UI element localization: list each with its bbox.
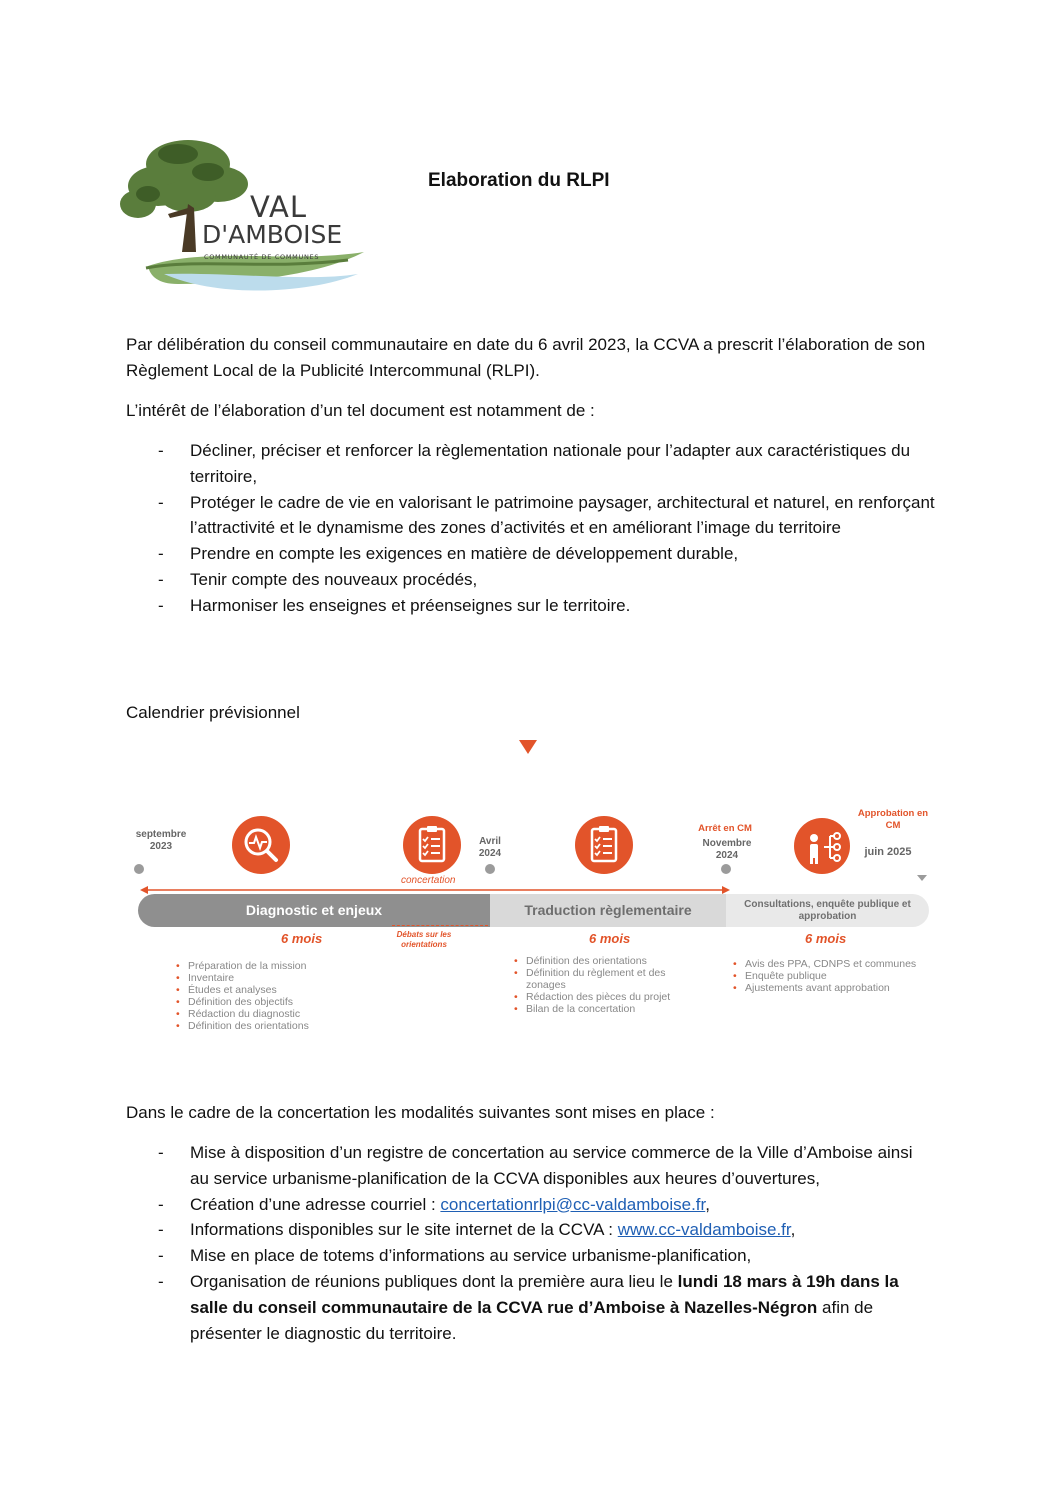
list-item: • Avis des PPA, CDNPS et communes [731, 958, 931, 970]
logo-text-val: VAL [250, 190, 307, 224]
list-item: • Définition des objectifs [174, 996, 344, 1008]
email-link[interactable]: concertationrlpi@cc-valdamboise.fr [440, 1194, 706, 1214]
checklist-icon [575, 816, 633, 874]
interest-intro: L’intérêt de l’élaboration d’un tel document est notamment de : [126, 401, 595, 420]
phase-traduction: Traduction règlementaire [490, 894, 726, 927]
meeting-details: lundi 18 mars à 19h dans la salle du conseil communautaire de la CCVA rue d’Amboise à Nazelles-Négron [190, 1271, 899, 1317]
tasks-phase-2 [512, 955, 706, 1015]
list-item: - Décliner, préciser et renforcer la règlementation nationale pour l’adapter aux caractéristiques du territoire, [158, 441, 911, 486]
checklist-icon [403, 816, 461, 874]
debats-label: Débats sur les orientations [396, 930, 452, 949]
duration-phase-3: 6 mois [805, 931, 847, 946]
list-item: - Organisation de réunions publiques dont la première aura lieu le lundi 18 mars à 19h dans la salle du conseil communautaire de la CCVA rue d’Amboise à Nazelles-Négron afin de présenter le diagnostic du territoire. [158, 1271, 899, 1343]
phase-diagnostic: Diagnostic et enjeux [138, 894, 490, 927]
list-item: - Mise à disposition d’un registre de concertation au service commerce de la Ville d’Amboise ainsi au service urbanisme-planification de la CCVA disponibles aux heures d’ouvertures, [158, 1143, 913, 1188]
date-april: Avril 2024 [478, 836, 502, 859]
organization-circle [794, 818, 850, 874]
list-item: • Définition des orientations [174, 1020, 344, 1032]
timeline-end-marker [917, 870, 927, 888]
list-item: • Ajustements avant approbation [731, 982, 931, 994]
logo-text-communaute: COMMUNAUTÉ DE COMMUNES [204, 253, 320, 261]
list-item: • Études et analyses [174, 984, 344, 996]
organization-icon [794, 818, 852, 876]
duration-phase-2: 6 mois [589, 931, 631, 946]
date-approbation: Approbation en CM [857, 808, 929, 831]
debats-bracket [392, 925, 488, 928]
intro-paragraph: Par délibération du conseil communautaire en date du 6 avril 2023, la CCVA a prescrit l’élaboration de son Règlement Local de la Publicité Intercommunal (RLPI). [126, 335, 926, 380]
date-start: septembre 2023 [135, 829, 187, 852]
concertation-label: concertation [401, 875, 456, 886]
tasks-phase-3 [731, 958, 931, 994]
concertation-intro: Dans le cadre de la concertation les modalités suivantes sont mises en place : [126, 1103, 715, 1122]
list-item: - Création d’une adresse courriel : concertationrlpi@cc-valdamboise.fr, [158, 1194, 710, 1214]
list-item: • Rédaction des pièces du projet [512, 991, 706, 1003]
diagnostic-circle [232, 816, 290, 874]
list-item: - Protéger le cadre de vie en valorisant le patrimoine paysager, architectural et naturel, en renforçant l’attractivité et le dynamisme des zones d’activités et en améliorant l’image du territoire [158, 492, 935, 538]
list-item: • Définition des orientations [512, 955, 706, 967]
timeline-dot-start [134, 864, 144, 874]
concertation-list [126, 1140, 936, 1346]
checklist-circle-2 [575, 816, 633, 874]
list-item: - Harmoniser les enseignes et préenseignes sur le territoire. [158, 595, 631, 615]
list-item: • Préparation de la mission [174, 960, 344, 972]
page-title: Elaboration du RLPI [428, 170, 610, 191]
timeline-dot-november [721, 864, 731, 874]
logo-text-damboise: D'AMBOISE [202, 220, 343, 249]
list-item: - Informations disponibles sur le site internet de la CCVA : www.cc-valdamboise.fr, [158, 1220, 796, 1240]
diagnostic-search-icon [232, 816, 290, 874]
phase-consultations: Consultations, enquête publique et approbation [726, 894, 929, 927]
list-item: • Inventaire [174, 972, 344, 984]
duration-phase-1: 6 mois [281, 931, 323, 946]
list-item: • Définition du règlement et des zonages [512, 967, 706, 991]
date-november: Novembre 2024 [702, 838, 752, 861]
date-june: juin 2025 [864, 846, 912, 858]
list-item: • Enquête publique [731, 970, 931, 982]
list-item: - Prendre en compte les exigences en matière de développement durable, [158, 544, 739, 564]
list-item: • Rédaction du diagnostic [174, 1008, 344, 1020]
list-item: • Bilan de la concertation [512, 1003, 706, 1015]
calendar-heading: Calendrier prévisionnel [126, 703, 300, 722]
list-item: - Tenir compte des nouveaux procédés, [158, 569, 478, 589]
date-arret: Arrêt en CM [698, 823, 752, 834]
list-item: - Mise en place de totems d’informations au service urbanisme-planification, [158, 1246, 752, 1266]
checklist-circle-1 [403, 816, 461, 874]
timeline-dot-april [485, 864, 495, 874]
tasks-phase-1 [174, 960, 344, 1032]
website-link[interactable]: www.cc-valdamboise.fr [617, 1220, 791, 1240]
